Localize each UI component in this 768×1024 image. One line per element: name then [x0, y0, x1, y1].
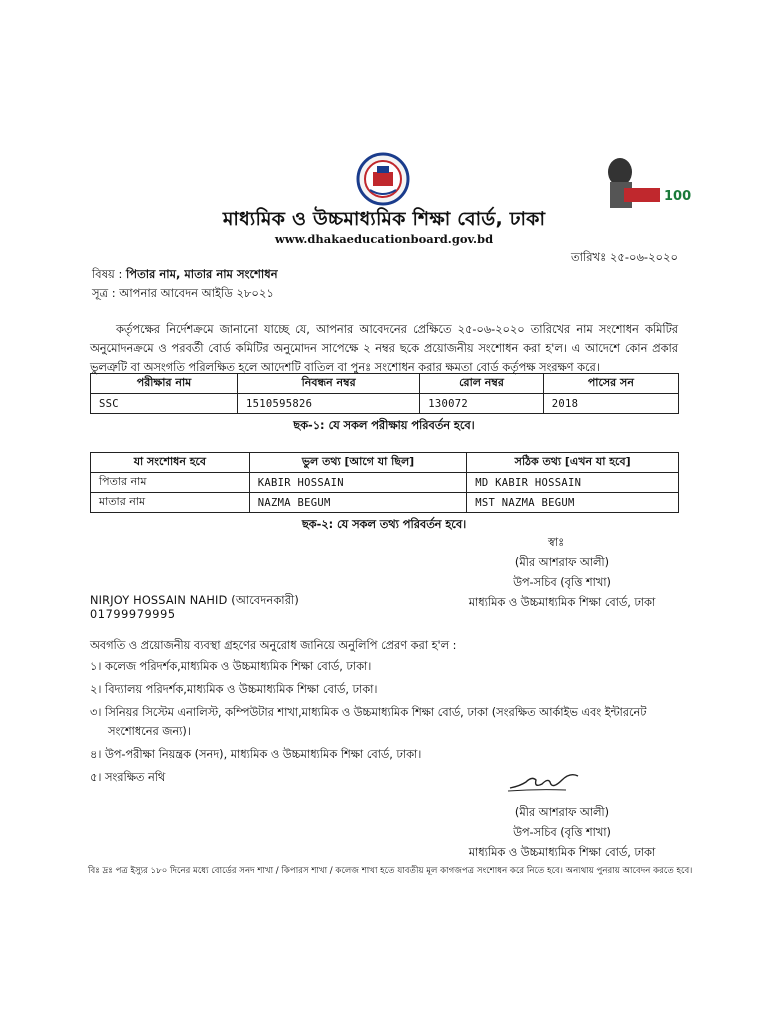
list-item [90, 703, 690, 741]
signatory2-office: মাধ্যমিক ও উচ্চমাধ্যমিক শিক্ষা বোর্ড, ঢাকা [468, 846, 656, 859]
table-header-cell: পাসের সন [543, 374, 678, 394]
subject-label: বিষয় : [92, 267, 123, 281]
table-header-cell: সঠিক তথ্য [এখন যা হবে] [467, 453, 679, 473]
mujib-portrait-icon [598, 152, 692, 212]
mujib-borsho-logo [598, 152, 692, 212]
signatory2-designation: উপ-সচিব (বৃত্তি শাখা) [513, 826, 611, 839]
list-item: ২। বিদ্যালয় পরিদর্শক,মাধ্যমিক ও উচ্চমাধ্যমিক শিক্ষা বোর্ড, ঢাকা। [90, 683, 378, 696]
table-row [91, 473, 679, 493]
subject-text: পিতার নাম, মাতার নাম সংশোধন [126, 267, 278, 281]
copy-intro: অবগতি ও প্রয়োজনীয় ব্যবস্থা গ্রহণের অনুরোধ জানিয়ে অনুলিপি প্রেরণ করা হ'ল : [90, 639, 457, 652]
subject-line [92, 266, 278, 285]
table-header-cell: নিবন্ধন নম্বর [238, 374, 420, 394]
signature-mark: স্বাঃ [548, 536, 565, 549]
table2-caption: ছক-২: যে সকল তথ্য পরিবর্তন হবে। [301, 518, 467, 531]
svg-text:100: 100 [664, 189, 692, 204]
board-seal-icon [356, 152, 410, 206]
applicant-role: (আবেদনকারী) [231, 594, 300, 607]
signatory-office: মাধ্যমিক ও উচ্চমাধ্যমিক শিক্ষা বোর্ড, ঢাকা [468, 596, 656, 609]
table-header-cell: যা সংশোধন হবে [91, 453, 250, 473]
table-row [91, 394, 679, 414]
body-text: কর্তৃপক্ষের নির্দেশক্রমে জানানো যাচ্ছে যে, আপনার আবেদনের প্রেক্ষিতে ২৫-০৬-২০২০ তারিখের নাম সংশোধন কমিটির অনুমোদনক্রমে ও পরবর্তী বোর্ড কমিটির অনুমোদন সাপেক্ষে ২ নম্বর ছকে প্রয়োজনীয় সংশোধন করা হ'ল। এ আদেশে কোন প্রকার ভুলত্রুটি বা অসংগতি পরিলক্ষিত হলে আদেশটি বাতিল বা পুনঃ সংশোধন করার ক্ষমতা বোর্ড কর্তৃপক্ষ সংরক্ষণ করে। [90, 323, 678, 374]
table-cell: KABIR HOSSAIN [249, 473, 467, 493]
list-item-text: ৩। সিনিয়র সিস্টেম এনালিস্ট, কম্পিউটার শাখা,মাধ্যমিক ও উচ্চমাধ্যমিক শিক্ষা বোর্ড, ঢাকা (সংরক্ষিত আর্কাইভ এবং ইন্টারনেট [90, 706, 647, 719]
issue-date: তারিখঃ ২৫-০৬-২০২০ [570, 250, 678, 264]
body-paragraph [90, 320, 678, 377]
board-website: www.dhakaeducationboard.gov.bd [274, 232, 494, 246]
applicant-phone: 01799979995 [90, 608, 176, 621]
table-header-row [91, 453, 679, 473]
table-cell: পিতার নাম [91, 473, 250, 493]
reference-text: আপনার আবেদন আইডি ২৮০২১ [119, 286, 274, 300]
signatory-name: (মীর আশরাফ আলী) [514, 556, 610, 569]
copy-list [90, 657, 690, 791]
table-cell: MST NAZMA BEGUM [467, 493, 679, 513]
list-item: ৫। সংরক্ষিত নথি [90, 771, 166, 784]
handwritten-signature [506, 768, 586, 794]
table-header-row [91, 374, 679, 394]
list-item: ১। কলেজ পরিদর্শক,মাধ্যমিক ও উচ্চমাধ্যমিক শিক্ষা বোর্ড, ঢাকা। [90, 660, 372, 673]
footnote: বিঃ দ্রঃ পত্র ইস্যুর ১৮০ দিনের মধ্যে বোর্ডের সনদ শাখা / কিপারস শাখা / কলেজ শাখা হতে যাবতীয় মূল কাগজপত্র সংশোধন করে নিতে হবে। অন্যথায় পুনরায় আবেদন করতে হবে। [88, 866, 693, 876]
table-cell: মাতার নাম [91, 493, 250, 513]
reference-line [92, 285, 274, 304]
board-name-heading: মাধ্যমিক ও উচ্চমাধ্যমিক শিক্ষা বোর্ড, ঢাকা [222, 208, 546, 230]
table-cell: 1510595826 [238, 394, 420, 414]
table-header-cell: পরীক্ষার নাম [91, 374, 238, 394]
table-row [91, 493, 679, 513]
list-item: ৪। উপ-পরীক্ষা নিয়ন্ত্রক (সনদ), মাধ্যমিক ও উচ্চমাধ্যমিক শিক্ষা বোর্ড, ঢাকা। [90, 748, 422, 761]
list-item-continuation: সংশোধনের জন্য)। [108, 725, 191, 738]
table-cell: NAZMA BEGUM [249, 493, 467, 513]
exam-info-table [90, 373, 679, 414]
table-cell: MD KABIR HOSSAIN [467, 473, 679, 493]
table-cell: 2018 [543, 394, 678, 414]
correction-table [90, 452, 679, 513]
reference-label: সূত্র : [92, 286, 116, 300]
table1-caption: ছক-১: যে সকল পরীক্ষায় পরিবর্তন হবে। [293, 419, 475, 432]
signatory-designation: উপ-সচিব (বৃত্তি শাখা) [513, 576, 611, 589]
table-header-cell: রোল নম্বর [420, 374, 543, 394]
applicant-name: NIRJOY HOSSAIN NAHID [90, 594, 228, 607]
table-cell: 130072 [420, 394, 543, 414]
signatory2-name: (মীর আশরাফ আলী) [514, 806, 610, 819]
table-header-cell: ভুল তথ্য [আগে যা ছিল] [249, 453, 467, 473]
table-cell: SSC [91, 394, 238, 414]
